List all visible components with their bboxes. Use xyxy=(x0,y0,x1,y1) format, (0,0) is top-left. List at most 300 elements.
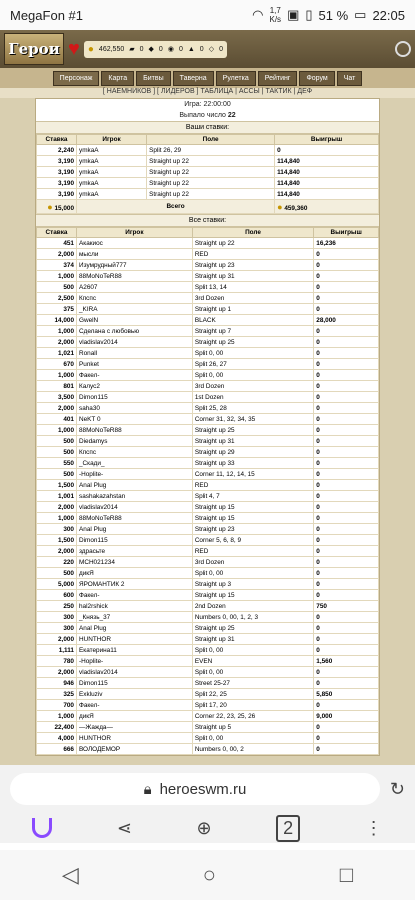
bet-amount: 2,240 xyxy=(37,145,77,156)
bet-amount: 3,190 xyxy=(37,156,77,167)
bet-amount: 2,000 xyxy=(37,546,77,557)
win-amount: 0 xyxy=(314,579,379,590)
win-amount: 0 xyxy=(314,590,379,601)
player-name[interactable]: Калус2 xyxy=(77,381,193,392)
bet-field: Numbers 0, 00, 2 xyxy=(192,744,313,755)
col-win: Выигрыш xyxy=(314,228,379,238)
win-amount: 0 xyxy=(314,667,379,678)
table-row xyxy=(37,524,379,535)
bet-amount: 666 xyxy=(37,744,77,755)
bet-field: Straight up 22 xyxy=(147,156,275,167)
reload-icon[interactable]: ↻ xyxy=(389,778,405,799)
win-amount: 750 xyxy=(314,601,379,612)
bet-field: Split 17, 20 xyxy=(192,700,313,711)
table-row xyxy=(37,689,379,700)
battery-icon: ▭ xyxy=(354,7,367,22)
win-amount: 0 xyxy=(314,425,379,436)
gold-icon: ● xyxy=(87,43,94,55)
all-bets-caption: Все ставки: xyxy=(36,214,379,227)
win-amount: 0 xyxy=(275,145,379,156)
table-row xyxy=(37,557,379,568)
bet-amount: 451 xyxy=(37,238,77,249)
carrier-name: MegaFon #1 xyxy=(10,7,83,23)
table-row xyxy=(37,744,379,755)
nav-battles[interactable]: Битвы xyxy=(136,71,170,86)
col-bet: Ставка xyxy=(37,228,77,238)
player-name[interactable]: ymkaA xyxy=(77,167,147,178)
nav-roulette[interactable]: Рулетка xyxy=(216,71,256,86)
bet-amount: 2,000 xyxy=(37,634,77,645)
win-amount: 0 xyxy=(314,612,379,623)
win-amount: 0 xyxy=(314,271,379,282)
player-name[interactable]: 88MoNoTeR88 xyxy=(77,513,193,524)
bet-field: Straight up 31 xyxy=(192,271,313,282)
bet-amount: 1,001 xyxy=(37,491,77,502)
table-row xyxy=(37,667,379,678)
table-row xyxy=(37,370,379,381)
table-row xyxy=(37,326,379,337)
url-text: heroeswm.ru xyxy=(159,780,247,798)
table-row xyxy=(37,491,379,502)
bet-amount: 1,000 xyxy=(37,326,77,337)
table-row xyxy=(37,282,379,293)
back-icon[interactable]: ◁ xyxy=(61,862,79,887)
player-name[interactable]: Сделана с любовью xyxy=(77,326,193,337)
table-row xyxy=(37,271,379,282)
bet-field: Straight up 22 xyxy=(147,189,275,200)
recents-icon[interactable]: □ xyxy=(339,862,354,887)
bet-field: BLACK xyxy=(192,315,313,326)
table-row xyxy=(37,568,379,579)
bet-field: Split 25, 28 xyxy=(192,403,313,414)
win-amount: 0 xyxy=(314,326,379,337)
bet-field: 3rd Dozen xyxy=(192,293,313,304)
player-name[interactable]: A2607 xyxy=(77,282,193,293)
table-row xyxy=(37,304,379,315)
table-row xyxy=(37,403,379,414)
bet-amount: 2,000 xyxy=(37,249,77,260)
win-amount: 16,236 xyxy=(314,238,379,249)
win-amount: 114,840 xyxy=(275,189,379,200)
bet-field: 3rd Dozen xyxy=(192,381,313,392)
win-amount: 0 xyxy=(314,491,379,502)
bet-amount: 300 xyxy=(37,623,77,634)
bet-field: 1st Dozen xyxy=(192,392,313,403)
bet-field: Split 0, 00 xyxy=(192,667,313,678)
nav-map[interactable]: Карта xyxy=(101,71,134,86)
table-row xyxy=(37,189,379,200)
home-icon[interactable]: ○ xyxy=(202,862,216,887)
table-row xyxy=(37,315,379,326)
win-amount: 114,840 xyxy=(275,156,379,167)
bet-amount: 3,190 xyxy=(37,167,77,178)
nav-rating[interactable]: Рейтинг xyxy=(258,71,298,86)
player-name[interactable]: Ronall xyxy=(77,348,193,359)
win-amount: 0 xyxy=(314,403,379,414)
table-row xyxy=(37,414,379,425)
win-amount: 0 xyxy=(314,249,379,260)
bet-amount: 670 xyxy=(37,359,77,370)
bet-field: Split 13, 14 xyxy=(192,282,313,293)
bet-amount: 1,500 xyxy=(37,535,77,546)
table-row xyxy=(37,469,379,480)
my-bets-table xyxy=(36,134,379,214)
win-amount: 1,560 xyxy=(314,656,379,667)
result-number: 22 xyxy=(227,112,236,119)
player-name[interactable]: здрасьте xyxy=(77,546,193,557)
bet-field: RED xyxy=(192,249,313,260)
win-amount: 0 xyxy=(314,436,379,447)
player-name[interactable]: дикЯ xyxy=(77,711,193,722)
share-icon[interactable]: ⋖ xyxy=(116,817,132,838)
win-amount: 0 xyxy=(314,645,379,656)
table-row xyxy=(37,722,379,733)
sub-navigation[interactable]: [ НАЕМНИКОВ ] [ ЛИДЕРОВ ] ТАБЛИЦА | АССЫ | ТАКТИК | ДЕФ xyxy=(0,88,415,98)
win-amount: 0 xyxy=(314,469,379,480)
win-amount: 5,850 xyxy=(314,689,379,700)
bet-field: Straight up 15 xyxy=(192,502,313,513)
win-amount: 0 xyxy=(314,722,379,733)
nav-chat[interactable]: Чат xyxy=(337,71,363,86)
win-amount: 0 xyxy=(314,414,379,425)
bet-amount: 500 xyxy=(37,436,77,447)
player-name[interactable]: HUNTHOR xyxy=(77,733,193,744)
win-amount: 0 xyxy=(314,568,379,579)
col-win: Выигрыш xyxy=(275,135,379,145)
ore-icon: ◆ xyxy=(148,46,154,53)
total-bet: ● 15,000 xyxy=(37,200,77,214)
bet-amount: 1,000 xyxy=(37,711,77,722)
bet-field: Straight up 15 xyxy=(192,513,313,524)
bet-amount: 2,000 xyxy=(37,403,77,414)
player-name[interactable]: NeKT 0 xyxy=(77,414,193,425)
total-win: ● 459,360 xyxy=(275,200,379,214)
bet-field: EVEN xyxy=(192,656,313,667)
player-name[interactable]: hal2rshick xyxy=(77,601,193,612)
bet-field: Straight up 15 xyxy=(192,590,313,601)
address-field[interactable] xyxy=(10,773,380,805)
all-bets-table xyxy=(36,227,379,755)
bet-field: Straight up 25 xyxy=(192,425,313,436)
player-name[interactable]: ymkaA xyxy=(77,189,147,200)
gold-amount: 462,550 xyxy=(98,45,125,53)
table-row xyxy=(37,612,379,623)
bet-field: Split 0, 00 xyxy=(192,733,313,744)
player-name[interactable]: Dimon115 xyxy=(77,392,193,403)
bet-amount: 1,000 xyxy=(37,370,77,381)
bet-amount: 500 xyxy=(37,469,77,480)
bet-amount: 780 xyxy=(37,656,77,667)
table-row xyxy=(37,260,379,271)
table-row xyxy=(37,656,379,667)
player-name[interactable]: Екатерина11 xyxy=(77,645,193,656)
player-name[interactable]: 88MoNoTeR88 xyxy=(77,271,193,282)
bet-amount: 550 xyxy=(37,458,77,469)
table-row xyxy=(37,535,379,546)
bet-amount: 401 xyxy=(37,414,77,425)
table-row xyxy=(37,392,379,403)
ring-icon[interactable] xyxy=(395,41,411,57)
bet-field: Split 0, 00 xyxy=(192,370,313,381)
bet-field: Straight up 7 xyxy=(192,326,313,337)
player-name[interactable]: Акакиос xyxy=(77,238,193,249)
win-amount: 0 xyxy=(314,282,379,293)
bet-field: Split 26, 29 xyxy=(147,145,275,156)
table-row xyxy=(37,156,379,167)
bet-field: Straight up 5 xyxy=(192,722,313,733)
player-name[interactable]: —Жажда— xyxy=(77,722,193,733)
win-amount: 0 xyxy=(314,304,379,315)
game-logo[interactable]: Герои xyxy=(4,33,64,65)
bet-field: Straight up 33 xyxy=(192,458,313,469)
player-name[interactable]: ymkaA xyxy=(77,145,147,156)
bet-field: Corner 5, 6, 8, 9 xyxy=(192,535,313,546)
bet-amount: 2,500 xyxy=(37,293,77,304)
win-amount: 0 xyxy=(314,502,379,513)
player-name[interactable]: Anal Plug xyxy=(77,623,193,634)
wood-amount: 0 xyxy=(139,45,144,53)
table-row xyxy=(37,733,379,744)
table-row xyxy=(37,436,379,447)
bet-amount: 3,500 xyxy=(37,392,77,403)
player-name[interactable]: Anal Plug xyxy=(77,524,193,535)
win-amount: 0 xyxy=(314,700,379,711)
player-name[interactable]: MCH021234 xyxy=(77,557,193,568)
win-amount: 0 xyxy=(314,359,379,370)
win-amount: 0 xyxy=(314,337,379,348)
bet-amount: 2,000 xyxy=(37,337,77,348)
resource-bar xyxy=(84,41,227,58)
player-name[interactable]: sashakazahstan xyxy=(77,491,193,502)
bet-field: Straight up 22 xyxy=(147,178,275,189)
player-name[interactable]: saha30 xyxy=(77,403,193,414)
total-label: Всего xyxy=(77,200,275,214)
bet-field: Straight up 1 xyxy=(192,304,313,315)
win-amount: 0 xyxy=(314,513,379,524)
bet-field: Straight up 22 xyxy=(192,238,313,249)
win-amount: 0 xyxy=(314,348,379,359)
player-name[interactable]: _Скади_ xyxy=(77,458,193,469)
player-name[interactable]: Dimon115 xyxy=(77,535,193,546)
battery-percent: 51 % xyxy=(318,7,349,23)
player-name[interactable]: -Hoplite- xyxy=(77,469,193,480)
bet-field: Straight up 23 xyxy=(192,260,313,271)
col-field: Поле xyxy=(192,228,313,238)
player-name[interactable]: ВОЛОДЕМОР xyxy=(77,744,193,755)
table-row xyxy=(37,634,379,645)
sulfur-amount: 0 xyxy=(199,45,204,53)
system-navigation xyxy=(0,850,415,900)
bet-amount: 220 xyxy=(37,557,77,568)
bet-amount: 374 xyxy=(37,260,77,271)
player-name[interactable]: мысли xyxy=(77,249,193,260)
url-bar xyxy=(0,765,415,813)
player-name[interactable]: Факел- xyxy=(77,700,193,711)
player-name[interactable]: ymkaA xyxy=(77,178,147,189)
bet-amount: 250 xyxy=(37,601,77,612)
bet-field: Split 0, 00 xyxy=(192,645,313,656)
table-row xyxy=(37,513,379,524)
alice-assistant-icon[interactable] xyxy=(32,818,52,838)
win-amount: 0 xyxy=(314,480,379,491)
network-speed: 1,7 K/s xyxy=(269,6,282,24)
player-name[interactable]: Anal Plug xyxy=(77,480,193,491)
player-name[interactable]: Кпспс xyxy=(77,293,193,304)
vibrate-icon: ▯ xyxy=(305,7,313,22)
player-name[interactable]: ymkaA xyxy=(77,156,147,167)
win-amount: 0 xyxy=(314,678,379,689)
game-nav xyxy=(0,68,415,88)
new-tab-icon[interactable]: ⊕ xyxy=(196,817,212,838)
player-name[interactable]: 88MoNoTeR88 xyxy=(77,425,193,436)
bet-field: Split 4, 7 xyxy=(192,491,313,502)
bet-amount: 500 xyxy=(37,568,77,579)
win-amount: 0 xyxy=(314,260,379,271)
lock-icon: 🔒︎ xyxy=(143,780,152,798)
win-amount: 0 xyxy=(314,392,379,403)
table-row xyxy=(37,678,379,689)
sulfur-icon: ▲ xyxy=(187,45,195,53)
status-bar xyxy=(0,0,415,30)
win-amount: 0 xyxy=(314,293,379,304)
health-heart-icon: ♥ xyxy=(68,37,80,60)
win-amount: 0 xyxy=(314,733,379,744)
clock: 22:05 xyxy=(372,7,405,23)
bet-field: Corner 22, 23, 25, 26 xyxy=(192,711,313,722)
bet-amount: 1,111 xyxy=(37,645,77,656)
player-name[interactable]: vladislav2014 xyxy=(77,337,193,348)
bet-field: Corner 31, 32, 34, 35 xyxy=(192,414,313,425)
table-row xyxy=(37,381,379,392)
bet-amount: 946 xyxy=(37,678,77,689)
win-amount: 0 xyxy=(314,634,379,645)
player-name[interactable]: Exkluziv xyxy=(77,689,193,700)
table-row xyxy=(37,502,379,513)
player-name[interactable]: _KIRA xyxy=(77,304,193,315)
win-amount: 0 xyxy=(314,535,379,546)
mercury-icon: ◉ xyxy=(167,46,174,53)
player-name[interactable]: _Князь_37 xyxy=(77,612,193,623)
roulette-panel xyxy=(35,98,380,756)
bet-amount: 600 xyxy=(37,590,77,601)
player-name[interactable]: дикЯ xyxy=(77,568,193,579)
result-line: Выпало число 22 xyxy=(179,112,236,119)
mercury-amount: 0 xyxy=(178,45,183,53)
win-amount: 0 xyxy=(314,381,379,392)
gold-icon: ● xyxy=(277,201,283,212)
bet-amount: 1,500 xyxy=(37,480,77,491)
bet-amount: 14,000 xyxy=(37,315,77,326)
bet-amount: 1,000 xyxy=(37,513,77,524)
table-row xyxy=(37,167,379,178)
table-row xyxy=(37,348,379,359)
bet-amount: 375 xyxy=(37,304,77,315)
player-name[interactable]: HUNTHOR xyxy=(77,634,193,645)
bet-field: Straight up 31 xyxy=(192,634,313,645)
bet-field: Straight up 25 xyxy=(192,623,313,634)
player-name[interactable]: Dimon115 xyxy=(77,678,193,689)
bet-field: RED xyxy=(192,480,313,491)
player-name[interactable]: Punket xyxy=(77,359,193,370)
bet-field: RED xyxy=(192,546,313,557)
table-row xyxy=(37,546,379,557)
table-row xyxy=(37,645,379,656)
gem-icon: ◇ xyxy=(208,46,215,53)
table-row xyxy=(37,590,379,601)
player-name[interactable]: -Hoplite- xyxy=(77,656,193,667)
player-name[interactable]: Diedamys xyxy=(77,436,193,447)
bet-amount: 3,190 xyxy=(37,178,77,189)
bet-amount: 500 xyxy=(37,282,77,293)
table-row xyxy=(37,145,379,156)
player-name[interactable]: Изумрудный777 xyxy=(77,260,193,271)
bet-amount: 5,000 xyxy=(37,579,77,590)
ore-amount: 0 xyxy=(158,45,163,53)
nav-character[interactable]: Персонаж xyxy=(53,71,100,86)
col-field: Поле xyxy=(147,135,275,145)
player-name[interactable]: GwelN xyxy=(77,315,193,326)
col-player: Игрок xyxy=(77,135,147,145)
player-name[interactable]: vladislav2014 xyxy=(77,667,193,678)
player-name[interactable]: ЯРОМАНТИК 2 xyxy=(77,579,193,590)
bet-field: Straight up 31 xyxy=(192,436,313,447)
table-row xyxy=(37,249,379,260)
table-row xyxy=(37,447,379,458)
bet-field: Straight up 25 xyxy=(192,337,313,348)
player-name[interactable]: Факел- xyxy=(77,370,193,381)
win-amount: 0 xyxy=(314,744,379,755)
table-row xyxy=(37,711,379,722)
bet-amount: 1,021 xyxy=(37,348,77,359)
nav-forum[interactable]: Форум xyxy=(299,71,334,86)
table-row xyxy=(37,359,379,370)
bet-field: Straight up 3 xyxy=(192,579,313,590)
bet-field: 3rd Dozen xyxy=(192,557,313,568)
nav-tavern[interactable]: Таверна xyxy=(173,71,214,86)
game-header xyxy=(0,30,415,68)
win-amount: 114,840 xyxy=(275,167,379,178)
player-name[interactable]: Кпспс xyxy=(77,447,193,458)
bet-field: Split 22, 25 xyxy=(192,689,313,700)
table-row xyxy=(37,238,379,249)
table-row xyxy=(37,293,379,304)
bet-field: Straight up 22 xyxy=(147,167,275,178)
bet-amount: 300 xyxy=(37,612,77,623)
col-bet: Ставка xyxy=(37,135,77,145)
tabs-button[interactable]: 2 xyxy=(276,815,300,842)
table-row xyxy=(37,337,379,348)
win-amount: 114,840 xyxy=(275,178,379,189)
bet-amount: 1,000 xyxy=(37,271,77,282)
wifi-icon: ◠ xyxy=(252,7,264,22)
bet-field: Split 0, 00 xyxy=(192,568,313,579)
player-name[interactable]: Факел- xyxy=(77,590,193,601)
bet-amount: 500 xyxy=(37,447,77,458)
bet-amount: 300 xyxy=(37,524,77,535)
bet-amount: 1,000 xyxy=(37,425,77,436)
bet-field: Street 25-27 xyxy=(192,678,313,689)
col-player: Игрок xyxy=(77,228,193,238)
table-row xyxy=(37,425,379,436)
bet-amount: 2,000 xyxy=(37,667,77,678)
more-menu-icon[interactable]: ⋮ xyxy=(364,817,383,838)
win-amount: 0 xyxy=(314,447,379,458)
gold-icon: ● xyxy=(47,201,53,212)
bet-field: Straight up 23 xyxy=(192,524,313,535)
player-name[interactable]: vladislav2014 xyxy=(77,502,193,513)
table-row xyxy=(37,601,379,612)
gem-amount: 0 xyxy=(219,45,223,53)
